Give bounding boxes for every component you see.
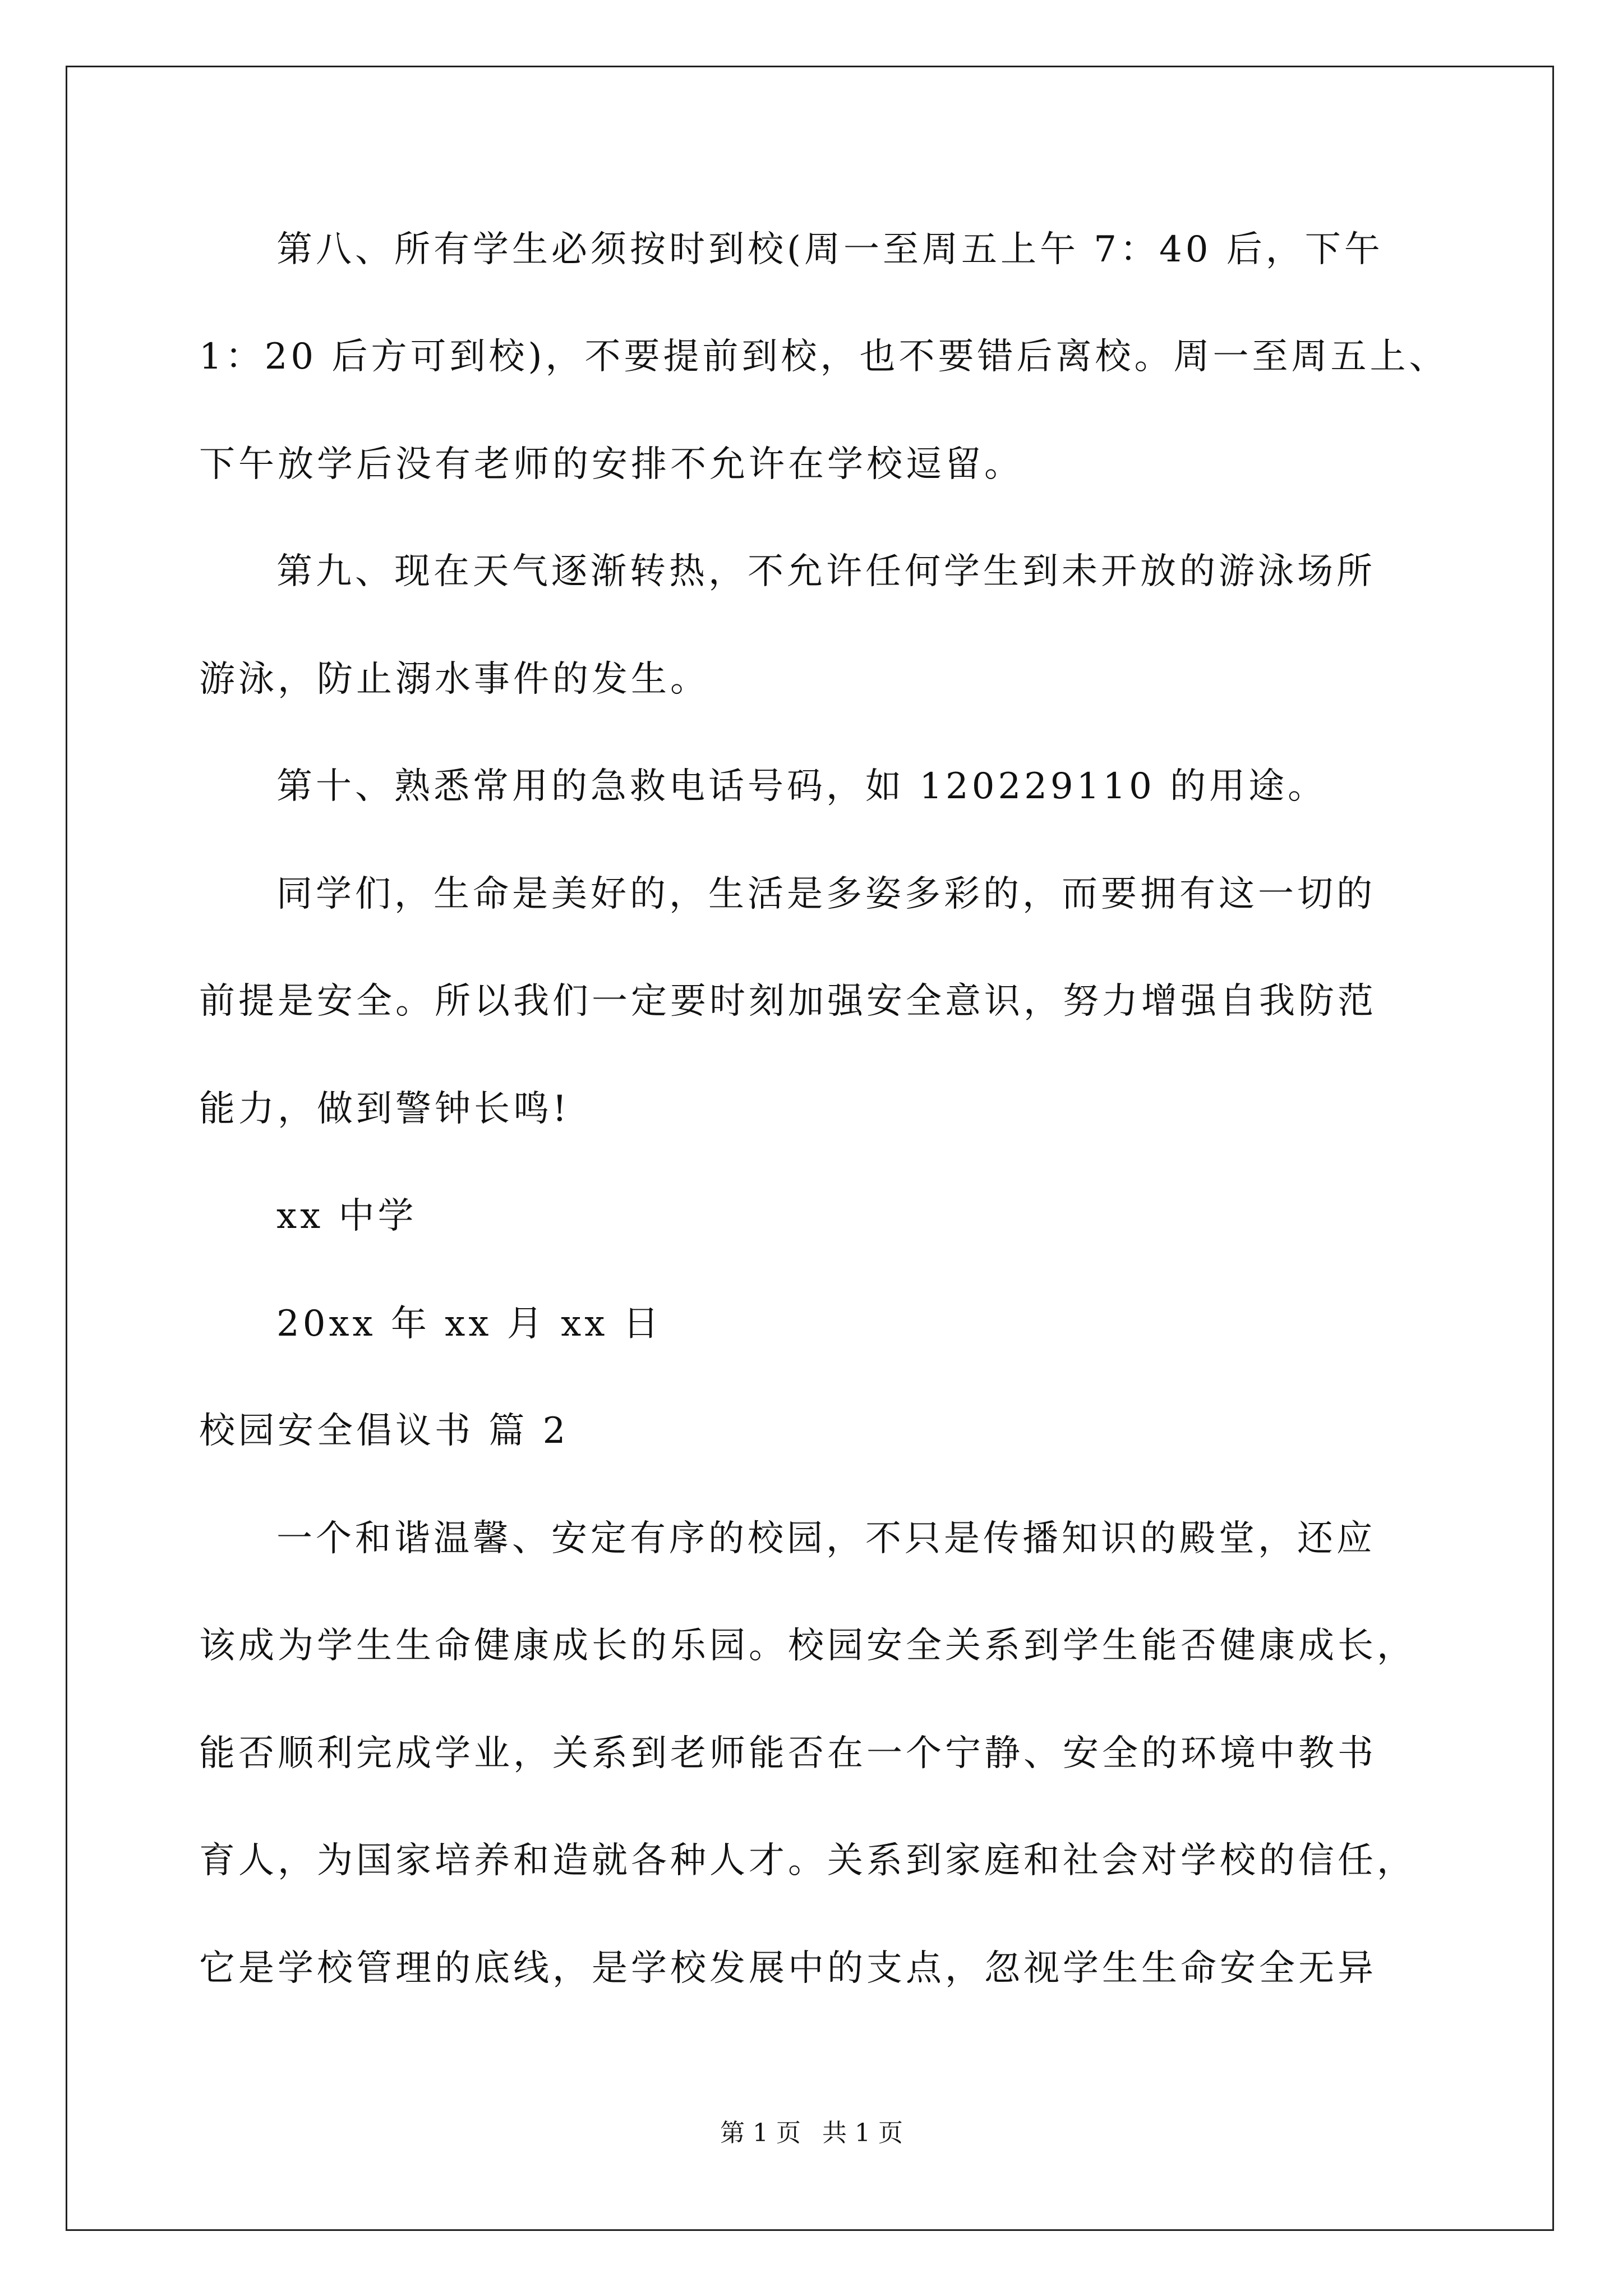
closing-line-2: 前提是安全。所以我们一定要时刻加强安全意识，努力增强自我防范 [199, 981, 1377, 1022]
paragraph-9-line-1: 第九、现在天气逐渐转热，不允许任何学生到未开放的游泳场所 [276, 551, 1376, 592]
closing-line-3: 能力，做到警钟长鸣! [199, 1088, 570, 1130]
section-heading: 校园安全倡议书 篇 2 [199, 1410, 569, 1452]
intro-line-2: 该成为学生生命健康成长的乐园。校园安全关系到学生能否健康成长， [199, 1625, 1416, 1667]
signature: xx 中学 [276, 1195, 417, 1237]
intro-line-1: 一个和谐温馨、安定有序的校园，不只是传播知识的殿堂，还应 [276, 1518, 1376, 1559]
date: 20xx 年 xx 月 xx 日 [276, 1303, 662, 1345]
page-number-current: 第 1 页 [720, 2119, 801, 2147]
intro-line-5: 它是学校管理的底线，是学校发展中的支点，忽视学生生命安全无异 [199, 1948, 1377, 1989]
page-number-total: 共 1 页 [822, 2119, 903, 2147]
paragraph-9-line-2: 游泳，防止溺水事件的发生。 [199, 659, 709, 700]
closing-line-1: 同学们，生命是美好的，生活是多姿多彩的，而要拥有这一切的 [276, 873, 1376, 915]
paragraph-10-line-1: 第十、熟悉常用的急救电话号码，如 120229110 的用途。 [276, 766, 1327, 807]
intro-line-4: 育人，为国家培养和造就各种人才。关系到家庭和社会对学校的信任， [199, 1840, 1416, 1881]
page-footer [0, 2118, 1623, 2149]
paragraph-8-line-1: 第八、所有学生必须按时到校(周一至周五上午 7：40 后，下午 [276, 229, 1384, 270]
paragraph-8-line-2: 1：20 后方可到校)，不要提前到校，也不要错后离校。周一至周五上、 [199, 336, 1449, 378]
paragraph-8-line-3: 下午放学后没有老师的安排不允许在学校逗留。 [199, 444, 1023, 485]
page-border [66, 66, 1554, 2231]
intro-line-3: 能否顺利完成学业，关系到老师能否在一个宁静、安全的环境中教书 [199, 1733, 1377, 1774]
